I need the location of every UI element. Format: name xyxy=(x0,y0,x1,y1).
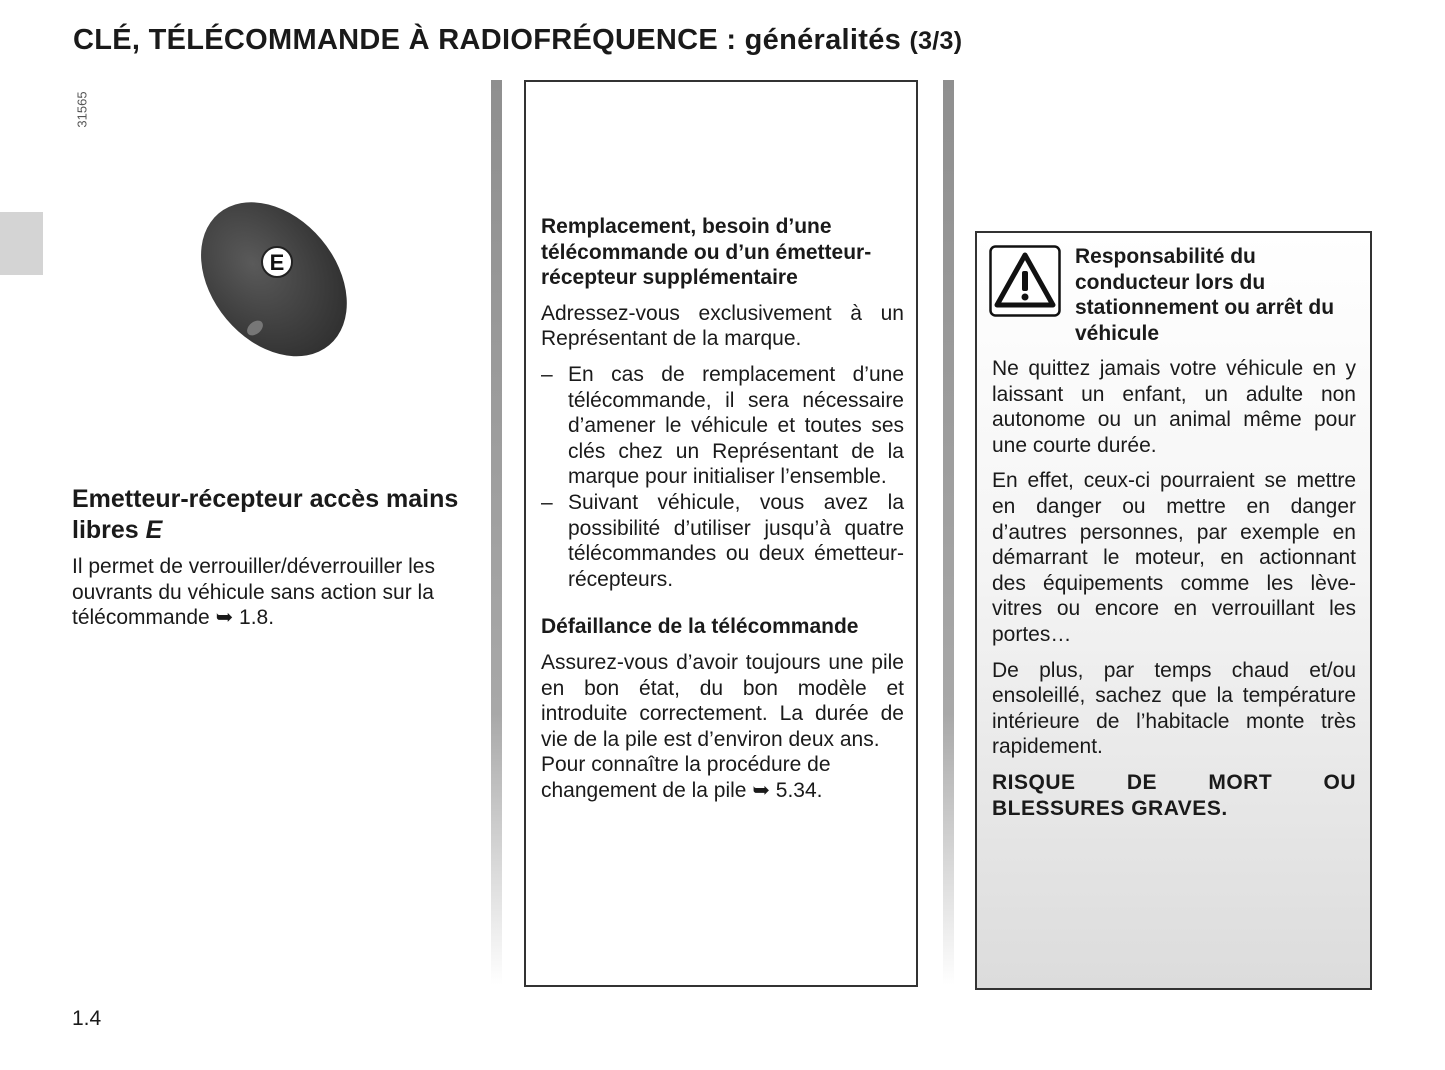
section2-body2 xyxy=(541,752,904,803)
warning-paragraph: De plus, par temps chaud et/ou ensoleillé, sachez que la température intérieure de l’habitacle monte très rapidement. xyxy=(992,658,1356,759)
heading-ref: E xyxy=(145,516,163,544)
section-heading xyxy=(72,484,472,546)
page-reference-link[interactable]: ➥ 5.34. xyxy=(752,778,823,802)
warning-triangle-icon xyxy=(989,245,1061,317)
figure-number xyxy=(70,90,100,130)
warning-title: Responsabilité du conducteur lors du stationnement ou arrêt du véhicule xyxy=(1075,245,1335,345)
info-box-content xyxy=(541,214,904,803)
warning-paragraph: En effet, ceux-ci pourraient se mettre en danger ou mettre en danger d’autres personnes, par exemple en démarrant le moteur, en actionnant des équipements comme les lève-vitres ou encore en verrouillant les portes… xyxy=(992,469,1356,646)
left-body xyxy=(72,554,470,631)
page-reference-link[interactable]: ➥ 1.8. xyxy=(215,606,275,630)
heading-text: Emetteur-récepteur accès mains libres xyxy=(72,485,459,544)
dash-bullet: – xyxy=(541,490,553,514)
page-title xyxy=(73,24,962,57)
section1-title: Remplacement, besoin d’une télécommande ou d’un émetteur-récepteur supplémentaire xyxy=(541,215,872,290)
figure-label: E xyxy=(269,250,285,275)
list-item xyxy=(541,362,904,490)
key-fob-image xyxy=(185,190,360,365)
column-divider xyxy=(491,80,502,985)
section2-body: Assurez-vous d’avoir toujours une pile en bon état, du bon modèle et introduite correctement. La durée de vie de la pile est d’environ deux ans. xyxy=(541,650,904,751)
body-text: Il permet de verrouiller/déverrouiller les ouvrants du véhicule sans action sur la télécommande xyxy=(72,555,435,630)
list-item xyxy=(541,490,904,592)
page-number: 1.4 xyxy=(72,1007,102,1030)
section1-intro: Adressez-vous exclusivement à un Représentant de la marque. xyxy=(541,301,904,351)
figure-number-text: 31565 xyxy=(74,91,90,128)
section2-title: Défaillance de la télécommande xyxy=(541,615,859,639)
list-item-text: En cas de remplacement d’une télécommande, il sera nécessaire d’amener le véhicule et toutes ses clés chez un Représentant de la marque pour initialiser l’ensemble. xyxy=(568,362,904,489)
warning-content xyxy=(992,356,1356,821)
risk-statement: RISQUE DE MORT OU BLESSURES GRAVES. xyxy=(992,770,1356,820)
dash-bullet: – xyxy=(541,362,553,386)
body-text: Pour connaître la procédure de changement de la pile xyxy=(541,753,831,802)
warning-paragraph: Ne quittez jamais votre véhicule en y laissant un enfant, un adulte non autonome ou un animal même pour une courte durée. xyxy=(992,357,1356,457)
page-part: (3/3) xyxy=(909,27,963,55)
column-divider xyxy=(943,80,954,985)
section-tab xyxy=(0,212,43,275)
title-text: CLÉ, TÉLÉCOMMANDE À RADIOFRÉQUENCE : généralités xyxy=(73,24,902,56)
list-item-text: Suivant véhicule, vous avez la possibilité d’utiliser jusqu’à quatre télécommandes ou deux émetteur-récepteurs. xyxy=(568,490,904,591)
section1-list xyxy=(541,362,904,592)
